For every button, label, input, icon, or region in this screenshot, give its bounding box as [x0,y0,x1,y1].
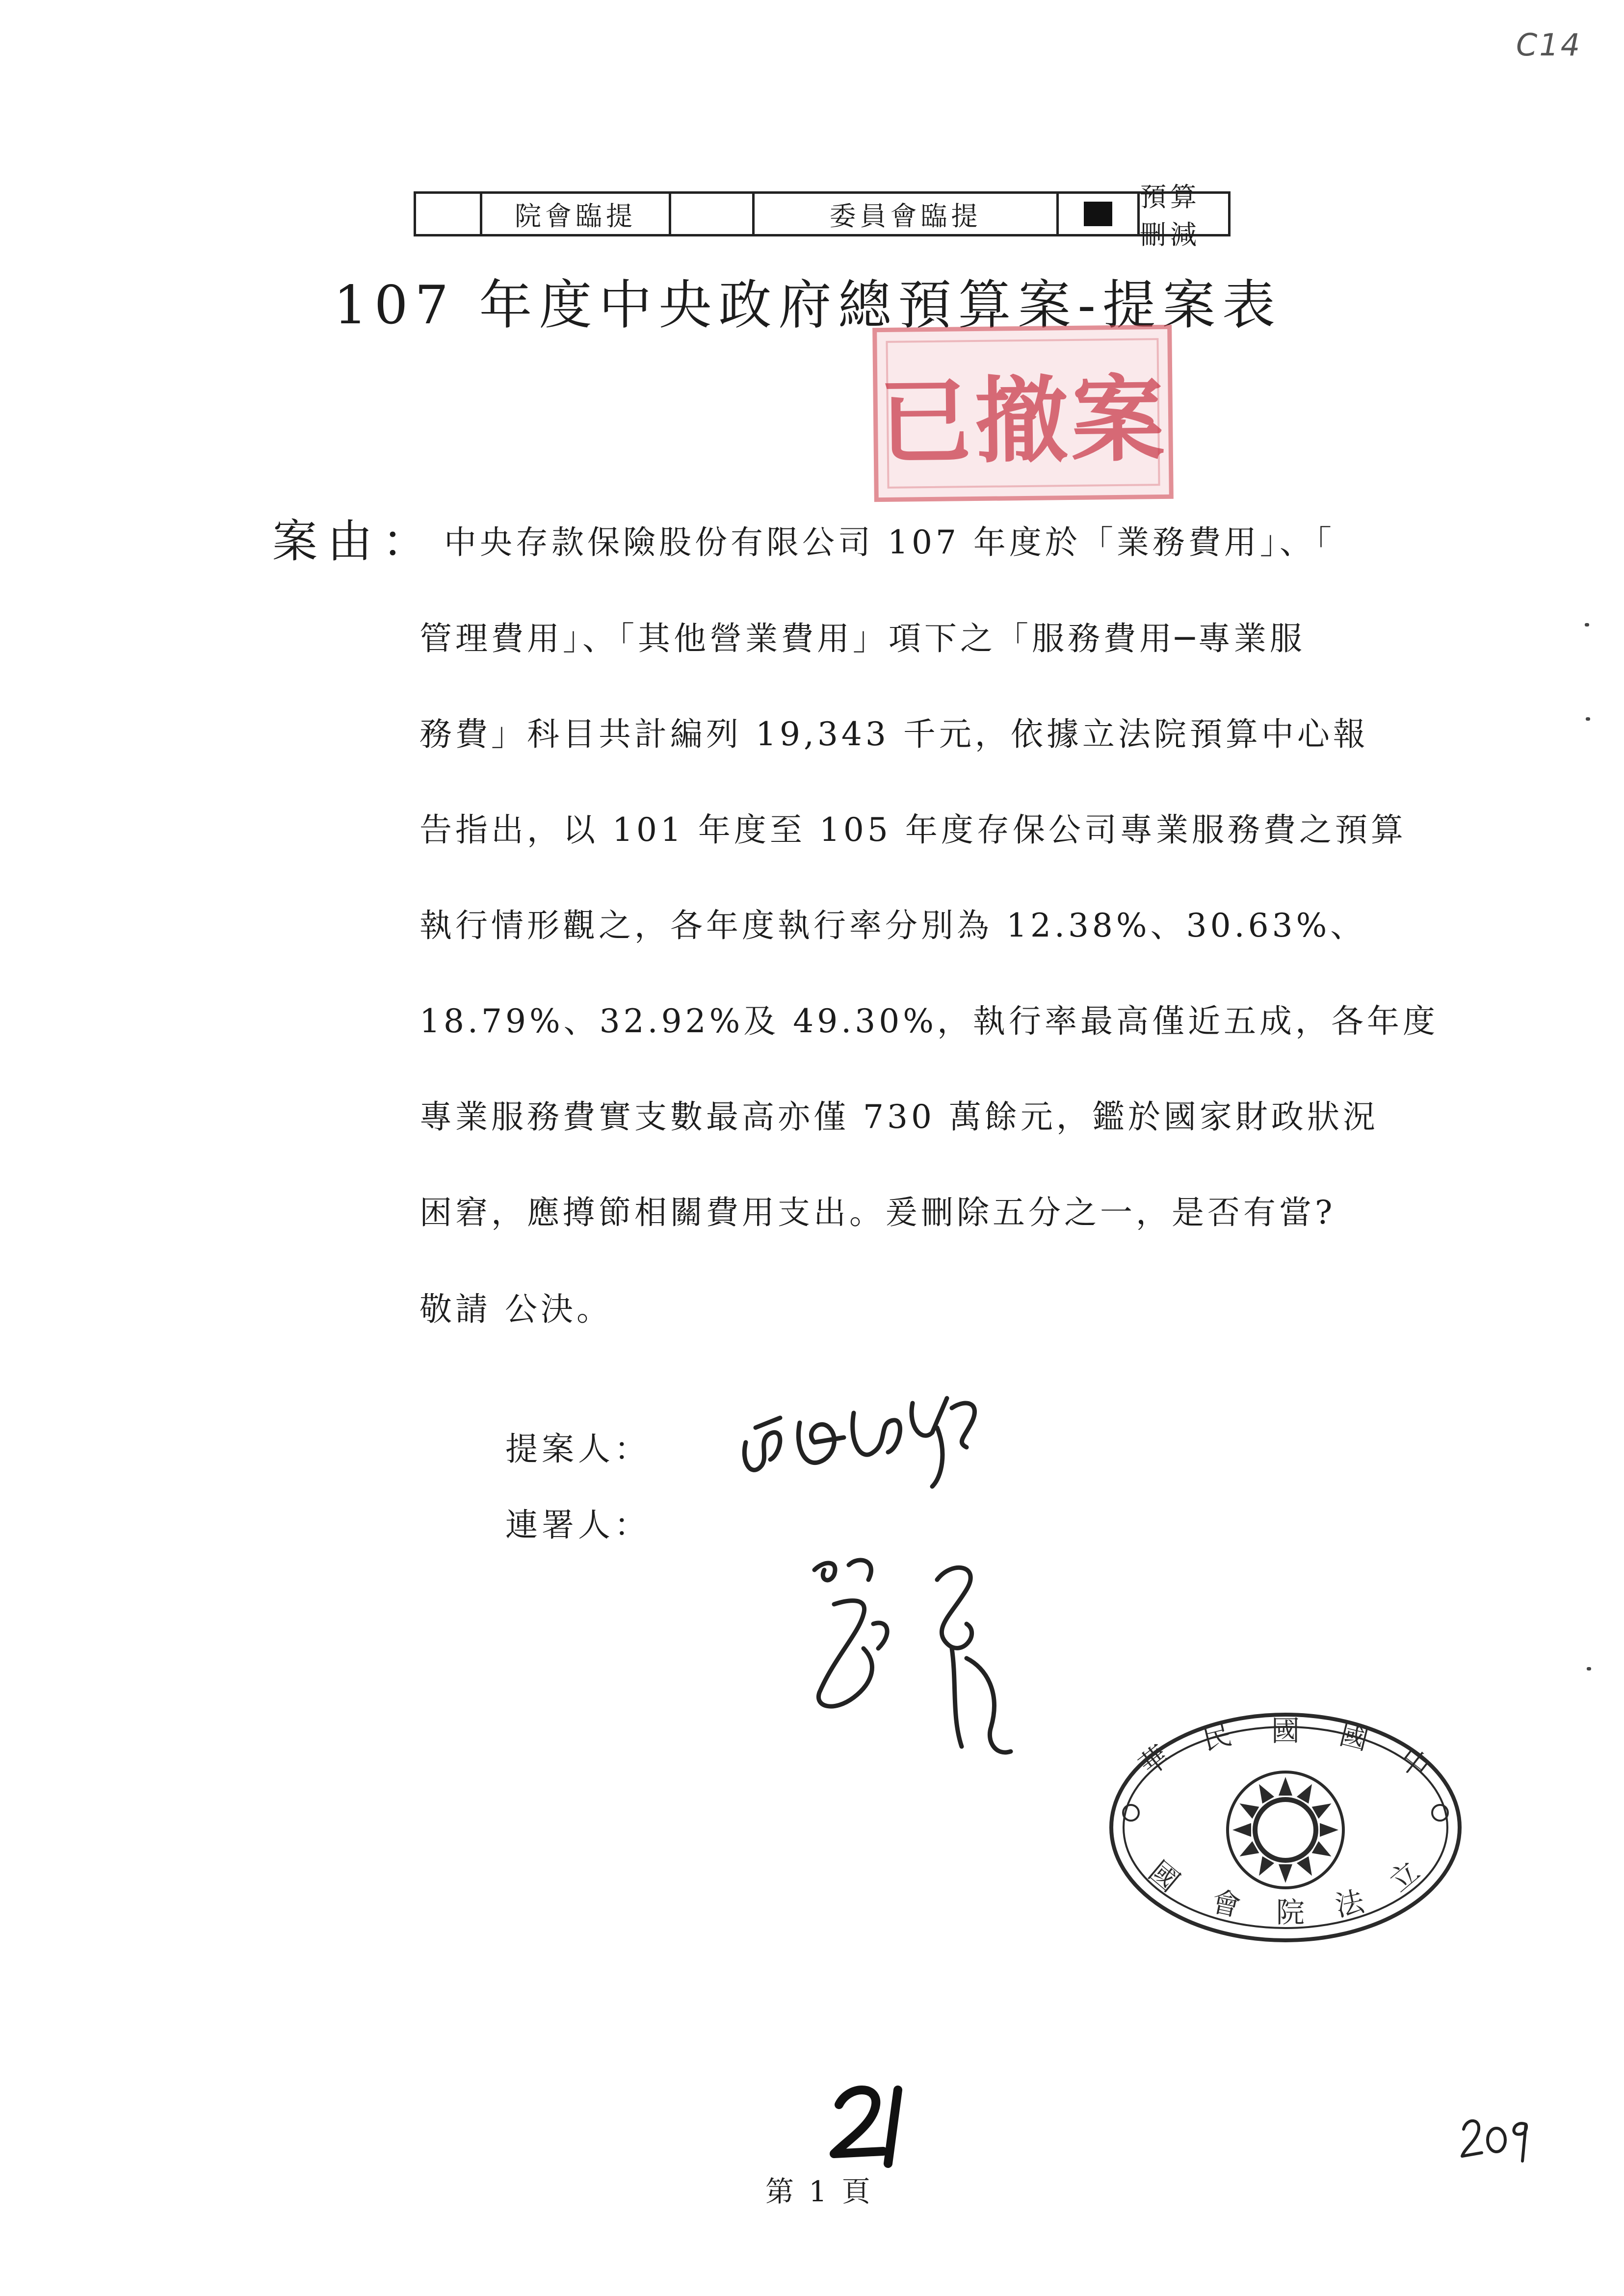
svg-text:國: 國 [1336,1717,1372,1757]
scan-dot [1585,623,1589,626]
reason-label: 案由： [272,515,438,568]
handwritten-page-mark [829,2070,927,2168]
withdrawn-stamp [872,325,1174,502]
proposer-signature [726,1369,1001,1496]
reason-line: 敬請 公決。 [419,1290,612,1328]
reason-line: 困窘，應撙節相關費用支出。爰刪除五分之一，是否有當? [419,1194,1336,1231]
svg-text:立: 立 [1383,1854,1426,1899]
category-label-budget-cut: 預算刪減 [1140,182,1201,250]
legislative-yuan-seal [1104,1707,1467,1948]
document-title: 107 年度中央政府總預算案-提案表 [334,275,1282,336]
checkbox-option-3-checked [1059,194,1140,234]
reason-line: 執行情形觀之，各年度執行率分別為 12.38%、30.63%、 [419,907,1366,944]
proposal-category-box [414,182,1231,250]
withdrawn-stamp-text: 已撤案 [878,364,1168,477]
proposer-label: 提案人： [505,1430,651,1468]
reason-line: 18.79%、32.92%及 49.30%，執行率最高僅近五成，各年度 [419,1002,1439,1040]
reason-line: 告指出，以 101 年度至 105 年度存保公司專業服務費之預算 [419,811,1407,849]
scan-dot [1586,717,1590,721]
filled-square-icon [1084,202,1112,226]
corner-code: C14 [1516,27,1582,63]
svg-text:中: 中 [1392,1741,1436,1785]
svg-text:會: 會 [1208,1884,1244,1923]
scan-dot [1587,1667,1591,1670]
reason-line: 中央存款保險股份有限公司 107 年度於「業務費用」、「 [444,523,1335,561]
svg-text:民: 民 [1199,1717,1235,1757]
checkbox-option-2 [671,194,755,234]
category-label-committee: 委員會臨提 [755,194,1059,234]
svg-text:國: 國 [1142,1854,1186,1899]
reason-line: 管理費用」、「其他營業費用」項下之「服務費用─專業服 [419,620,1306,657]
reason-line: 務費」科目共計編列 19,343 千元，依據立法院預算中心報 [419,715,1369,753]
svg-text:國: 國 [1271,1714,1300,1748]
svg-text:法: 法 [1332,1884,1367,1923]
svg-text:院: 院 [1276,1896,1305,1929]
checkbox-option-1 [416,194,482,234]
cosigner-label: 連署人： [505,1506,651,1544]
cosigner-signature [805,1550,1079,1786]
handwritten-number [1460,2110,1533,2164]
reason-line: 專業服務費實支數最高亦僅 730 萬餘元，鑑於國家財政狀況 [419,1098,1379,1136]
svg-text:華: 華 [1132,1739,1176,1783]
category-label-plenary: 院會臨提 [482,194,671,234]
page-number: 第 1 頁 [765,2175,873,2208]
